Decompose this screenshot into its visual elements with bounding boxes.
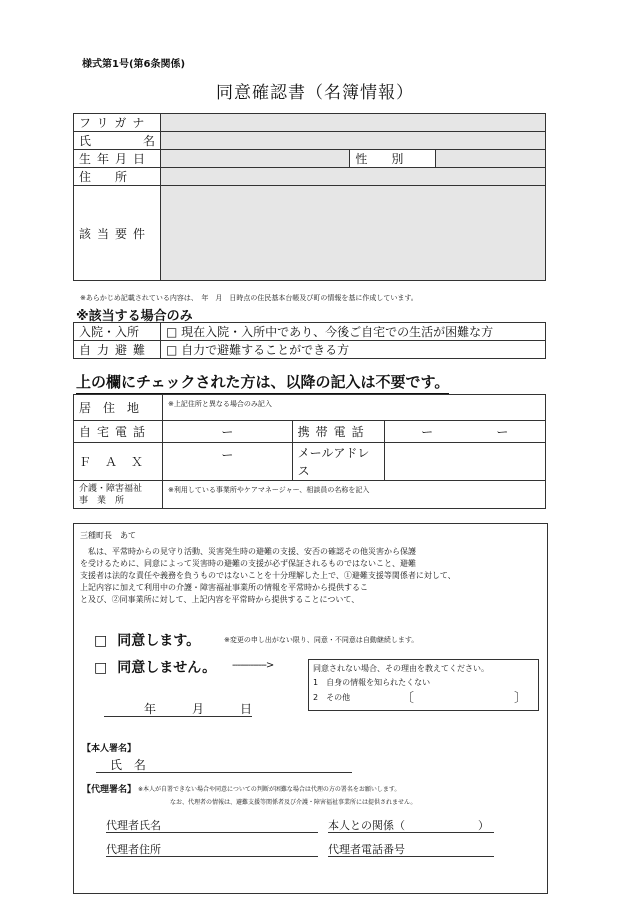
home-phone-label: 自宅電話: [74, 421, 163, 443]
residence-note: ※上記住所と異なる場合のみ記入: [168, 400, 272, 408]
proxy-name-label: 代理者氏名: [106, 819, 161, 832]
proxy-heading: 【代理署名】: [82, 785, 137, 795]
fax-field[interactable]: [163, 443, 293, 481]
consent-body: [80, 546, 542, 606]
reason-2[interactable]: 2 その他: [313, 693, 351, 702]
proxy-note-2: なお、代理者の情報は、避難支援等関係者及び介護・障害福祉事業所には提供されません。: [170, 799, 417, 806]
residence-field[interactable]: [163, 395, 546, 421]
name-label: [74, 132, 161, 150]
birthdate-label: 生年月日: [74, 150, 161, 168]
requirement-field[interactable]: [160, 186, 545, 281]
fax-label: ＦＡＸ: [74, 443, 163, 481]
mobile-label: 携帯電話: [292, 421, 384, 443]
bracket-open: 〔: [401, 691, 415, 706]
date-year: 年: [144, 702, 157, 716]
addressee: 三種町長 あて: [80, 531, 136, 540]
bracket-close: 〕: [514, 691, 528, 706]
signature-name-label: 氏 名: [110, 758, 150, 772]
mobile-dash-1: ー: [421, 425, 434, 439]
residence-label: 居住地: [74, 395, 163, 421]
proxy-phone-line[interactable]: [328, 841, 494, 857]
mobile-dash-2: ー: [496, 425, 509, 439]
reason-title: 同意されない場合、その理由を教えてください。: [313, 664, 489, 673]
date-line[interactable]: [104, 698, 252, 717]
hospital-label: 入院・入所: [74, 323, 161, 341]
contact-table: [73, 394, 546, 509]
date-month: 月: [192, 702, 205, 716]
proxy-note-1: ※本人が自署できない場合や同意についての判断が困難な場合は代理の方の署名をお願いします。: [138, 786, 401, 793]
care-field[interactable]: [163, 481, 546, 509]
agree-row[interactable]: [94, 630, 200, 650]
care-note: ※利用している事業所やケアマネージャー、相談員の名称を記入: [168, 486, 370, 494]
agree-checkbox[interactable]: □: [94, 633, 108, 649]
prefill-note: ※あらかじめ記載されている内容は、 年 月 日時点の住民基本台帳及び町の情報を基に作成しています。: [80, 294, 418, 302]
page-title: 同意確認書（名簿情報）: [216, 83, 414, 103]
sex-field[interactable]: [436, 150, 546, 168]
consent-line-5: と及び、②同事業所に対して、上記内容を平常時から提供することについて、: [80, 595, 360, 604]
furigana-label: フリガナ: [74, 114, 161, 132]
relation-line[interactable]: [328, 817, 494, 833]
care-label-line1: 介護・障害福祉: [79, 483, 143, 494]
email-field[interactable]: [384, 443, 545, 481]
reason-box: [308, 659, 539, 711]
consent-box: [73, 523, 548, 894]
self-evac-label: 自力避難: [74, 341, 161, 359]
proxy-address-label: 代理者住所: [106, 843, 161, 856]
care-label: [74, 481, 163, 509]
proxy-phone-label: 代理者電話番号: [328, 843, 405, 856]
relation-close: ）: [478, 819, 489, 832]
proxy-name-line[interactable]: [106, 817, 318, 833]
home-phone-field[interactable]: [163, 421, 293, 443]
personal-info-table: [73, 113, 546, 281]
consent-line-1: 私は、平常時からの見守り活動、災害発生時の避難の支援、安否の確認その他災害から保護: [80, 547, 416, 556]
agree-note: ※変更の申し出がない限り、同意・不同意は自動継続します。: [224, 636, 419, 644]
fax-dash: ー: [221, 448, 234, 462]
date-day: 日: [240, 702, 253, 716]
arrow: ------------->: [232, 660, 274, 671]
form-number: 様式第1号(第6条関係): [82, 59, 186, 70]
name-field[interactable]: [160, 132, 545, 150]
email-label: メールアドレス: [292, 443, 384, 481]
agree-label: 同意します。: [117, 633, 201, 649]
furigana-field[interactable]: [160, 114, 545, 132]
disagree-checkbox[interactable]: □: [94, 660, 108, 676]
relation-label: 本人との関係（: [328, 819, 405, 832]
birthdate-field[interactable]: [160, 150, 349, 168]
consent-line-3: 支援者は法的な責任や義務を負うものではないことを十分理解した上で、①避難支援等関係者に対して、: [80, 571, 456, 580]
no-further-notice: 上の欄にチェックされた方は、以降の記入は不要です。: [76, 371, 449, 394]
address-label: 住 所: [74, 168, 161, 186]
applicable-table: [73, 322, 546, 359]
hospital-option[interactable]: □ 現在入院・入所中であり、今後ご自宅での生活が困難な方: [160, 323, 545, 341]
self-evac-option[interactable]: □ 自力で避難することができる方: [160, 341, 545, 359]
home-phone-dash: ー: [221, 425, 234, 439]
disagree-row[interactable]: [94, 657, 216, 677]
requirement-label: 該当要件: [74, 186, 161, 281]
name-label-text: 氏 名: [79, 134, 155, 148]
mobile-field[interactable]: [384, 421, 545, 443]
consent-line-2: を受けるために、同意によって災害時の避難の支援が必ず保証されるものではないこと、避難: [80, 559, 416, 568]
address-field[interactable]: [160, 168, 545, 186]
applicable-heading: ※該当する場合のみ: [76, 309, 193, 324]
disagree-label: 同意しません。: [117, 660, 217, 676]
proxy-address-line[interactable]: [106, 841, 318, 857]
sex-label: 性 別: [350, 150, 436, 168]
signature-heading: 【本人署名】: [82, 744, 137, 754]
reason-1[interactable]: 1 自身の情報を知られたくない: [313, 678, 431, 687]
consent-line-4: 上記内容に加えて利用中の介護・障害福祉事業所の情報を平常時から提供するこ: [80, 583, 368, 592]
care-label-line2: 事 業 所: [79, 495, 125, 506]
signature-line[interactable]: [96, 755, 352, 773]
